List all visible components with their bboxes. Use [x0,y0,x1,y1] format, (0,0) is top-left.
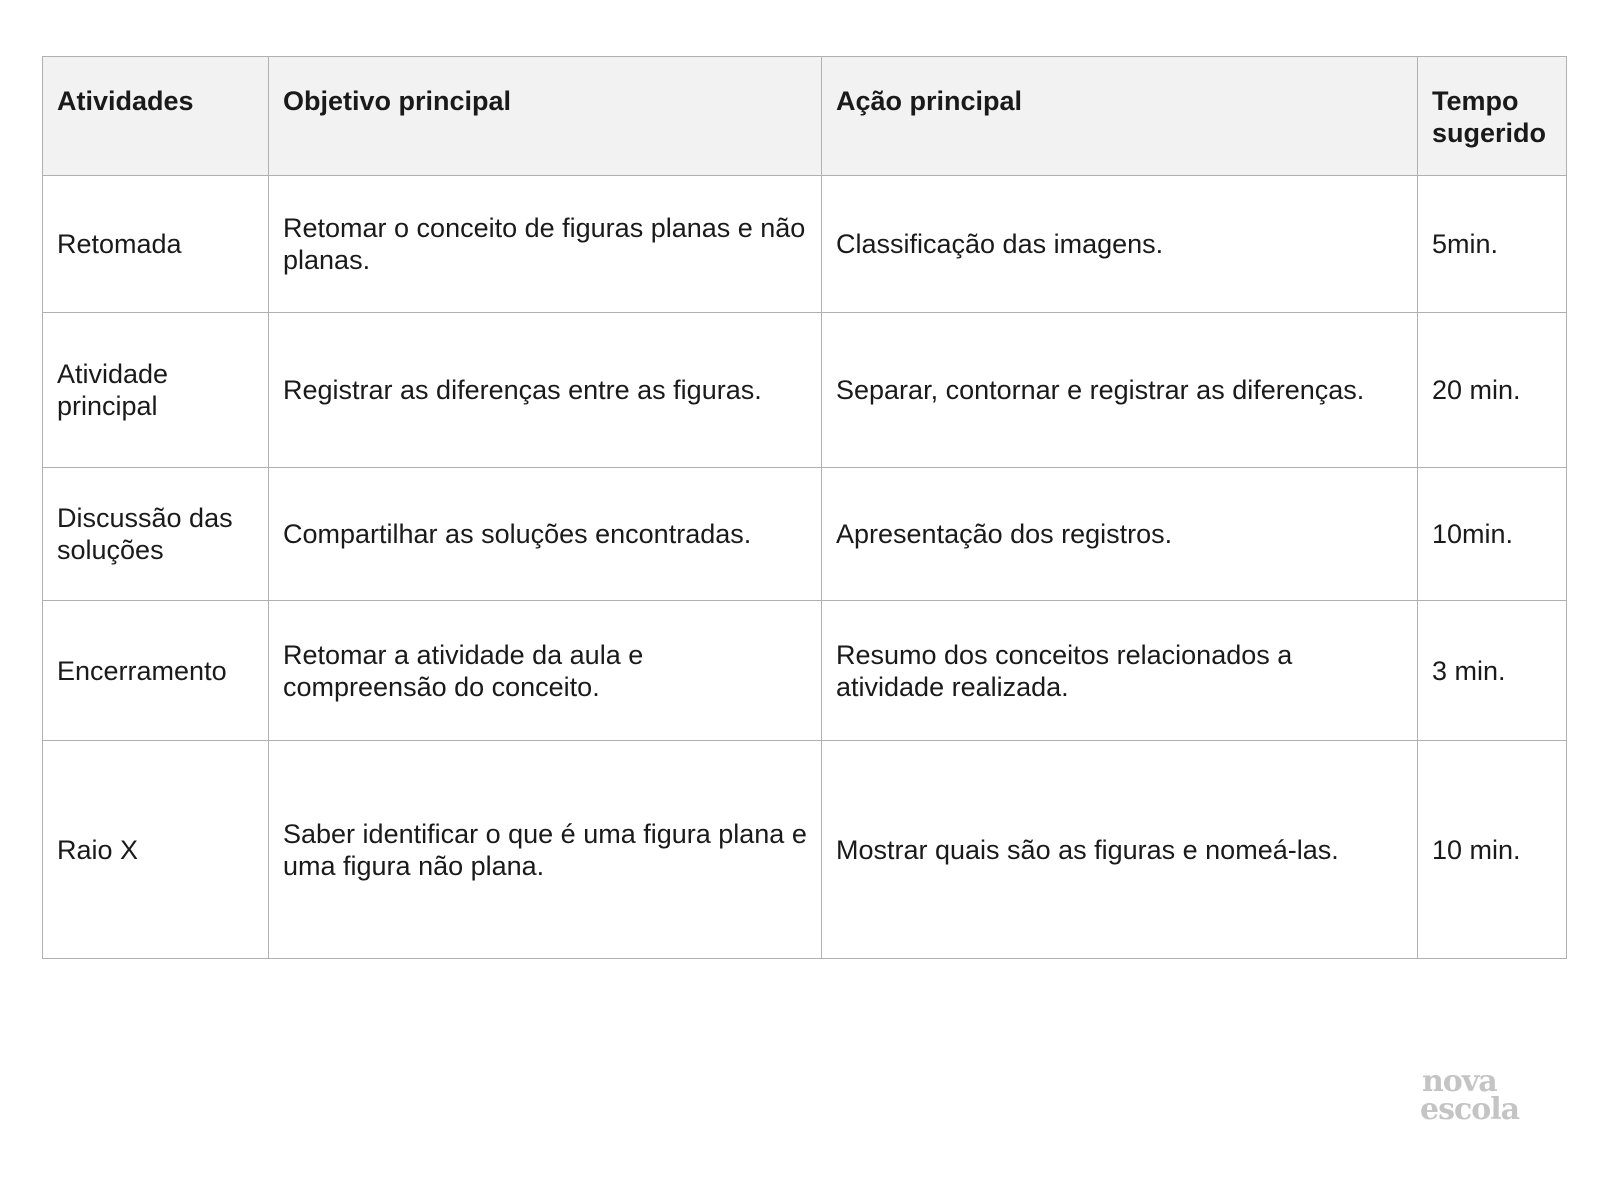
cell-tempo: 5min. [1418,176,1567,313]
header-tempo-sugerido: Tempo sugerido [1418,57,1567,176]
cell-atividade: Encerramento [43,601,269,741]
cell-atividade: Discussão das soluções [43,468,269,601]
cell-tempo: 20 min. [1418,313,1567,468]
cell-objetivo: Retomar o conceito de figuras planas e não planas. [269,176,822,313]
cell-acao: Separar, contornar e registrar as diferenças. [822,313,1418,468]
header-atividades: Atividades [43,57,269,176]
cell-tempo: 3 min. [1418,601,1567,741]
cell-acao: Classificação das imagens. [822,176,1418,313]
header-objetivo-principal: Objetivo principal [269,57,822,176]
cell-acao: Mostrar quais são as figuras e nomeá-las. [822,741,1418,959]
cell-objetivo: Retomar a atividade da aula e compreensão do conceito. [269,601,822,741]
logo-line-escola: escola [1420,1092,1520,1127]
table-row [43,741,1567,959]
table-row [43,601,1567,741]
table-row [43,313,1567,468]
cell-atividade: Retomada [43,176,269,313]
header-acao-principal: Ação principal [822,57,1418,176]
cell-atividade: Raio X [43,741,269,959]
cell-atividade: Atividade principal [43,313,269,468]
cell-objetivo: Saber identificar o que é uma figura plana e uma figura não plana. [269,741,822,959]
cell-objetivo: Registrar as diferenças entre as figuras. [269,313,822,468]
table-row [43,468,1567,601]
cell-acao: Resumo dos conceitos relacionados a atividade realizada. [822,601,1418,741]
nova-escola-logo [1420,1064,1538,1127]
cell-acao: Apresentação dos registros. [822,468,1418,601]
lesson-plan-table [42,56,1567,959]
table-header-row [43,57,1567,176]
logo-line-nova: nova [1422,1064,1497,1099]
cell-tempo: 10 min. [1418,741,1567,959]
cell-tempo: 10min. [1418,468,1567,601]
table-row [43,176,1567,313]
cell-objetivo: Compartilhar as soluções encontradas. [269,468,822,601]
